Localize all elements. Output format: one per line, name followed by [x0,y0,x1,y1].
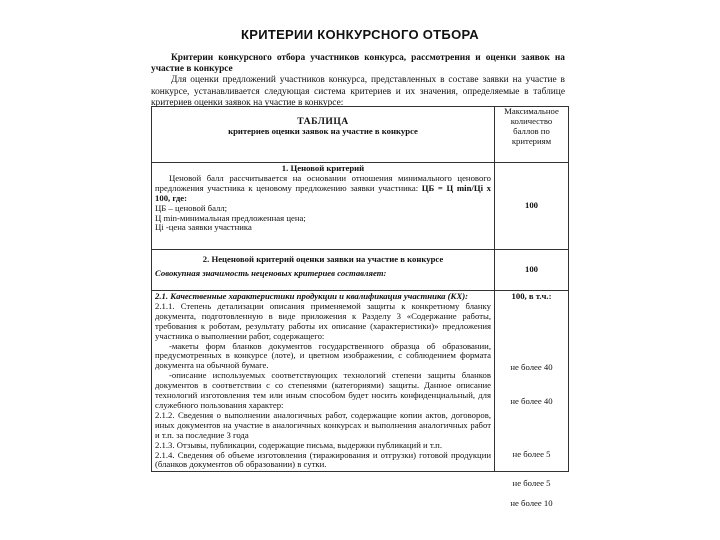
nonprice-heading: 2. Неценовой критерий оценки заявки на участие в конкурсе [202,254,444,264]
intro-paragraph: Для оценки предложений участников конкурса, представленных в составе заявки на участие в конкурсе, устанавливается следующая система критериев и их значения, определяемые в таблице критериев оценки заявок на участие в конкурсе: [151,75,565,108]
item-2-1-1-b: -описание используемых соответствующих технологий степени защиты бланков документов в соответствии с со степенями (категориями) защиты. Данное описание технологий изготовления тем или иным способом будет носить конфиденциальный, для служебного пользования характер: [155,370,491,410]
quality-heading-score: 100, в т.ч.: [511,291,552,301]
item-2-1-3: 2.1.3. Отзывы, публикации, содержащие письма, выдержки публикаций и т.п. [155,439,442,450]
nonprice-criterion-cell [152,250,495,291]
criteria-table [151,106,569,508]
item-2-1-1: 2.1.1. Степень детализации описания применяемой защиты к конкретному бланку документа, подготовленную в виде приложения к Разделу 3 «Содержание работы, требования к роботам, результату работы их описание (характеристики)» предложения участника о выполнении работ, содержащего: [155,300,491,341]
price-score: 100 [495,163,569,250]
nonprice-sum: Совокупная значимость неценовых критериев составляет: [155,267,387,278]
quality-scores-cell [495,291,569,508]
price-text: Ценовой балл рассчитывается на основании отношения минимального ценового предложения участника к ценовому предложению заявки участника: [155,172,491,193]
price-formula: ЦБ = Ц min/Цi х 100, где: [155,182,491,203]
quality-heading: 2.1. Качественные характеристики продукции и квалификация участника (КХ): [155,291,469,301]
score-2-1-1-a: не более 40 [510,362,553,372]
nonprice-criterion-row [152,250,569,291]
score-2-1-1-b: не более 40 [510,396,553,406]
score-2-1-2: не более 5 [512,449,551,459]
item-2-1-1-a: -макеты форм бланков документов государственного образца об образовании, предусмотренных в конкурсе (лоте), и цветном изображении, с соблюдением формата документа на обычной бумаге. [155,340,491,371]
nonprice-score: 100 [495,250,569,291]
score-2-1-4: не более 10 [510,498,553,508]
quality-criterion-row [152,291,569,472]
intro-heading: Критерии конкурсного отбора участников конкурса, рассмотрения и оценки заявок на участие в конкурсе [151,53,565,75]
price-criterion-text [155,174,491,204]
price-criterion-row [152,163,569,250]
price-def-min: Ц min-минимальная предложенная цена; [155,212,306,223]
document-title: КРИТЕРИИ КОНКУРСНОГО ОТБОРА [241,27,479,42]
price-criterion-cell [152,163,495,250]
table-header-row [152,107,569,163]
item-2-1-4: 2.1.4. Сведения об объеме изготовления (тиражирования и отгрузки) готовой продукции (бланков документов об образовании) в сутки. [155,449,491,470]
max-score-header: Максимальное количество баллов по критериям [495,107,569,163]
item-2-1-2: 2.1.2. Сведения о выполнении аналогичных работ, содержащие копии актов, договоров, иных документов на участие в аналогичных конкурсах и выполнения аналогичных работ и т.п. за последние 3 года [155,409,491,440]
table-subtitle: критериев оценки заявок на участие в конкурсе [228,125,418,136]
quality-criterion-cell [152,291,495,472]
price-def-ci: Цi -цена заявки участника [155,222,252,233]
table-title: ТАБЛИЦА [297,116,349,127]
price-criterion-heading: 1. Ценовой критерий [281,163,365,173]
table-header-cell [152,107,495,163]
score-2-1-3: не более 5 [512,478,551,488]
price-def-cb: ЦБ – ценовой балл; [155,202,228,213]
intro-section [151,53,565,109]
